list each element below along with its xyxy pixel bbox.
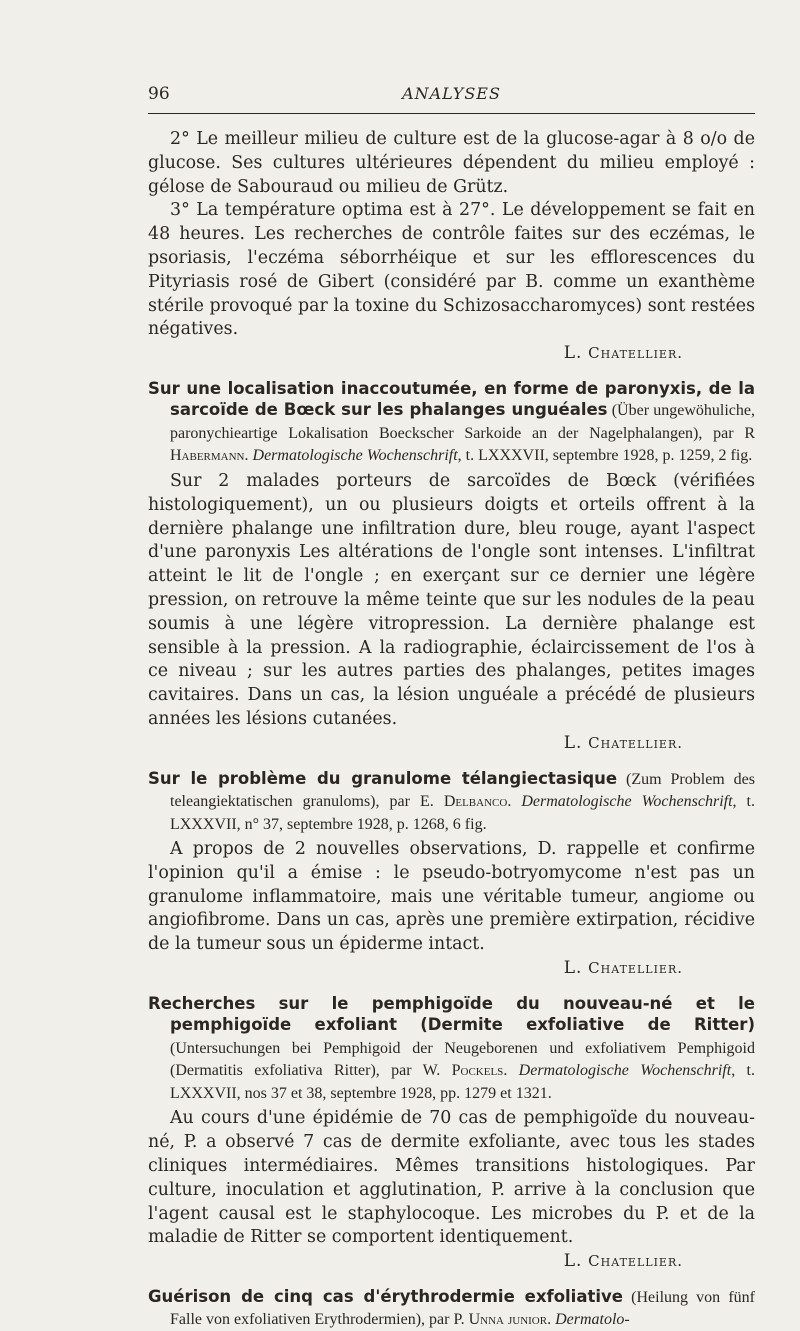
page-header: [148, 84, 755, 106]
entry-journal: Dermatologische Wochenschrift: [252, 447, 458, 465]
entry-author: Pockels: [451, 1062, 504, 1080]
entry-heading: [148, 768, 755, 836]
entry-title: Recherches sur le pemphigoïde du nouveau-né et le pemphigoïde exfoliant (Dermite exfoliative de Ritter): [148, 993, 755, 1035]
entry-reference-sep: .: [547, 1311, 556, 1329]
entry-heading: [148, 378, 755, 467]
header-rule: [148, 113, 755, 114]
signature: L. Chatellier.: [563, 343, 683, 364]
entry-journal: Dermatologische Wochenschrift: [521, 793, 733, 811]
entry-reference-details: , t. LXXXVII, nos 37 et 38, septembre 1928, pp. 1279 et 1321.: [170, 1062, 755, 1102]
entry-author: Unna junior: [468, 1311, 548, 1329]
entry-journal: Dermatologische Wochenschrift: [518, 1062, 732, 1080]
paragraph: Sur 2 malades porteurs de sarcoïdes de Bœck (vérifiées histologiquement), un ou plusieurs doigts et orteils offrent à la dernière phalange une infiltration dure, bleu rouge, ayant l'aspect d'une paronyxis Les altérations de l'ongle sont intenses. L'infiltrat atteint le lit de l'ongle ; en exerçant sur ce dernier une légère pression, on retrouve la même teinte que sur les nodules de la peau soumis à une légère vitropression. La dernière phalange est sensible à la pression. A la radiographie, éclaircissement de l'os à ce niveau ; sur les autres parties des phalanges, petites images cavitaires. Dans un cas, la lésion unguéale a précédé de plusieurs années les lésions cutanées.: [148, 470, 755, 729]
page-number: 96: [148, 84, 170, 104]
entry-journal: Dermatolo-: [555, 1311, 630, 1329]
entry-reference-details: , t. LXXXVII, septembre 1928, p. 1259, 2 fig.: [457, 447, 753, 465]
entry-title: Sur le problème du granulome télangiectasique: [148, 768, 618, 788]
page-content: [148, 128, 755, 1331]
entry-reference: (Untersuchungen bei Pemphigoid der Neugeborenen und exfoliativem Pemphigoid (Dermatitis exfoliativa Ritter), par W.: [170, 1039, 755, 1080]
entry-reference: (Über ungewöhuliche, paronychieartige Lokalisation Boeckscher Sarkoide an der Nagelphalangen), par R: [170, 402, 755, 442]
entry-heading: [148, 993, 755, 1105]
entry-author: Habermann: [170, 447, 245, 465]
paragraph: 2° Le meilleur milieu de culture est de la glucose-agar à 8 o/o de glucose. Ses cultures ultérieures dépendent du milieu employé : gélose de Sabouraud ou milieu de Grütz.: [148, 129, 755, 197]
entry-title: Guérison de cinq cas d'érythrodermie exfoliative: [148, 1286, 623, 1306]
running-title: ANALYSES: [402, 84, 501, 103]
entry-reference: (Heilung von fünf Falle von exfoliativen Erythrodermien), par P.: [170, 1288, 755, 1329]
signature: L. Chatellier.: [563, 732, 683, 753]
paragraph: Au cours d'une épidémie de 70 cas de pemphigoïde du nouveau-né, P. a observé 7 cas de dermite exfoliante, avec tous les stades cliniques intermédiaires. Mêmes transitions histologiques. Par culture, inoculation et agglutination, P. arrive à la conclusion que l'agent causal est le staphylocoque. Les microbes du P. et de la maladie de Ritter se comportent identiquement.: [148, 1108, 755, 1248]
entry-reference-details: , t. LXXXVII, n° 37, septembre 1928, p. 1268, 6 fig.: [170, 793, 756, 833]
entry-reference-sep: .: [507, 793, 522, 811]
signature: L. Chatellier.: [563, 958, 683, 979]
paragraph: 3° La température optima est à 27°. Le développement se fait en 48 heures. Les recherches de contrôle faites sur des eczémas, le psoriasis, l'eczéma séborrhéique et sur les efflorescences du Pityriasis rosé de Gibert (considéré par B. comme un exanthème stérile provoqué par la toxine du Schizosaccharomyces) sont restées négatives.: [148, 200, 755, 340]
paragraph: A propos de 2 nouvelles observations, D. rappelle et confirme l'opinion qu'il a émise : le pseudo-botryomycome n'est pas un granulome inflammatoire, mais une véritable tumeur, angiome ou angiofibrome. Dans un cas, après une première extirpation, récidive de la tumeur sous un épiderme intact.: [148, 839, 755, 955]
entry-reference-sep: .: [503, 1062, 519, 1080]
signature: L. Chatellier.: [563, 1251, 683, 1272]
entry-heading: [148, 1286, 755, 1331]
entry-reference-sep: .: [244, 447, 253, 465]
entry-reference: (Zum Problem des teleangiektatischen granuloms), par E.: [170, 770, 756, 811]
entry-title: Sur une localisation inaccoutumée, en forme de paronyxis, de la sarcoïde de Bœck sur les phalanges unguéales: [148, 378, 755, 420]
entry-author: Delbanco: [443, 793, 508, 811]
